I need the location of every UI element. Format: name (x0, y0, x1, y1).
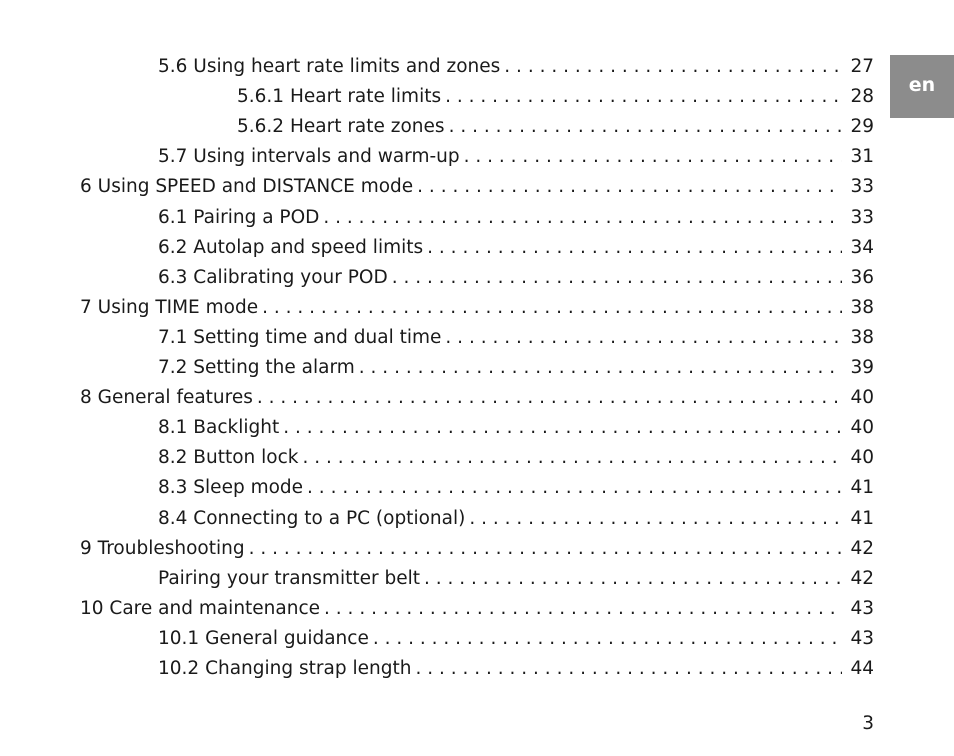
toc-entry-page: 44 (850, 658, 874, 679)
toc-entry-title: 6.3 Calibrating your POD (158, 266, 388, 288)
toc-entry-title: 10.1 General guidance (158, 627, 369, 649)
toc-entry-title: 8.4 Connecting to a PC (optional) (158, 507, 466, 529)
toc-entry[interactable] (158, 504, 874, 534)
toc-leader-dots (464, 142, 843, 172)
toc-entry-page: 34 (850, 236, 874, 258)
toc-entry-page: 40 (850, 417, 874, 439)
toc-entry[interactable] (158, 624, 874, 654)
toc-leader-dots (373, 624, 843, 654)
toc-entry-title: 5.6 Using heart rate limits and zones (158, 56, 501, 77)
toc-entry[interactable] (80, 534, 874, 564)
toc-entry[interactable] (158, 443, 874, 473)
toc-leader-dots (303, 443, 843, 473)
toc-leader-dots (427, 233, 842, 263)
language-tab (890, 55, 954, 118)
toc-entry-title: 5.7 Using intervals and warm-up (158, 146, 460, 168)
toc-entry-page: 38 (850, 326, 874, 348)
toc-entry-page: 43 (850, 597, 874, 619)
page-number: 3 (862, 713, 874, 734)
toc-leader-dots (249, 534, 843, 564)
toc-entry-title: 8.2 Button lock (158, 447, 299, 469)
toc-entry-title: 9 Troubleshooting (80, 537, 245, 559)
toc-leader-dots (283, 413, 842, 443)
toc-entry[interactable] (158, 142, 874, 172)
toc-entry-title: 6.1 Pairing a POD (158, 206, 320, 228)
toc-entry-page: 33 (850, 176, 874, 198)
toc-entry-title: 6 Using SPEED and DISTANCE mode (80, 176, 414, 198)
toc-entry-title: 8.3 Sleep mode (158, 477, 304, 499)
toc-entry-page: 42 (850, 567, 874, 589)
toc-entry-page: 29 (850, 116, 874, 138)
toc-entry[interactable] (158, 323, 874, 353)
toc-leader-dots (392, 263, 843, 293)
toc-entry-page: 40 (850, 447, 874, 469)
toc-entry-title: 7 Using TIME mode (80, 296, 259, 318)
toc-entry-title: 8 General features (80, 387, 253, 409)
toc-entry[interactable] (80, 594, 874, 624)
toc-entry-title: 7.2 Setting the alarm (158, 357, 355, 378)
toc-leader-dots (262, 293, 842, 323)
toc-leader-dots (324, 594, 842, 624)
language-tab-label: en (908, 74, 936, 96)
toc-leader-dots (417, 172, 842, 202)
toc-leader-dots (415, 654, 842, 684)
toc-entry[interactable] (237, 112, 874, 142)
toc-entry[interactable] (237, 82, 874, 112)
toc-entry-title: 5.6.1 Heart rate limits (237, 86, 442, 108)
toc-entry[interactable] (80, 383, 874, 413)
toc-entry[interactable] (158, 564, 874, 594)
toc-entry[interactable] (158, 413, 874, 443)
toc-entry-page: 27 (850, 56, 874, 77)
toc-leader-dots (449, 112, 843, 142)
toc-leader-dots (359, 353, 843, 383)
toc-entry[interactable] (158, 473, 874, 503)
toc-entry[interactable] (80, 172, 874, 202)
toc-leader-dots (469, 504, 842, 534)
toc-entry-page: 40 (850, 387, 874, 409)
toc-leader-dots (445, 82, 842, 112)
toc-entry[interactable] (158, 263, 874, 293)
toc-leader-dots (445, 323, 842, 353)
toc-leader-dots (424, 564, 842, 594)
toc-entry-title: 6.2 Autolap and speed limits (158, 236, 424, 258)
toc-entry-page: 39 (850, 357, 874, 378)
toc-entry-title: 10 Care and maintenance (80, 597, 321, 619)
toc-entry-page: 42 (850, 537, 874, 559)
toc-entry[interactable] (158, 233, 874, 263)
toc-entry-title: 10.2 Changing strap length (158, 658, 412, 679)
toc-entry-page: 38 (850, 296, 874, 318)
toc-leader-dots (504, 52, 842, 82)
toc-entry-page: 43 (850, 627, 874, 649)
toc-entry-page: 31 (850, 146, 874, 168)
toc-entry-title: 8.1 Backlight (158, 417, 280, 439)
toc-entry-page: 36 (850, 266, 874, 288)
toc-entry[interactable] (158, 353, 874, 383)
toc-entry-page: 41 (850, 507, 874, 529)
toc-leader-dots (307, 473, 842, 503)
toc-leader-dots (257, 383, 843, 413)
toc-entry-title: 7.1 Setting time and dual time (158, 326, 442, 348)
toc-entry-title: 5.6.2 Heart rate zones (237, 116, 445, 138)
toc-entry[interactable] (158, 52, 874, 82)
toc-leader-dots (323, 203, 842, 233)
toc-entry[interactable] (80, 293, 874, 323)
toc-entry-page: 41 (850, 477, 874, 499)
toc-entry[interactable] (158, 654, 874, 684)
toc-entry-title: Pairing your transmitter belt (158, 567, 420, 589)
toc-entry-page: 28 (850, 86, 874, 108)
toc-entry-page: 33 (850, 206, 874, 228)
toc-entry[interactable] (158, 203, 874, 233)
